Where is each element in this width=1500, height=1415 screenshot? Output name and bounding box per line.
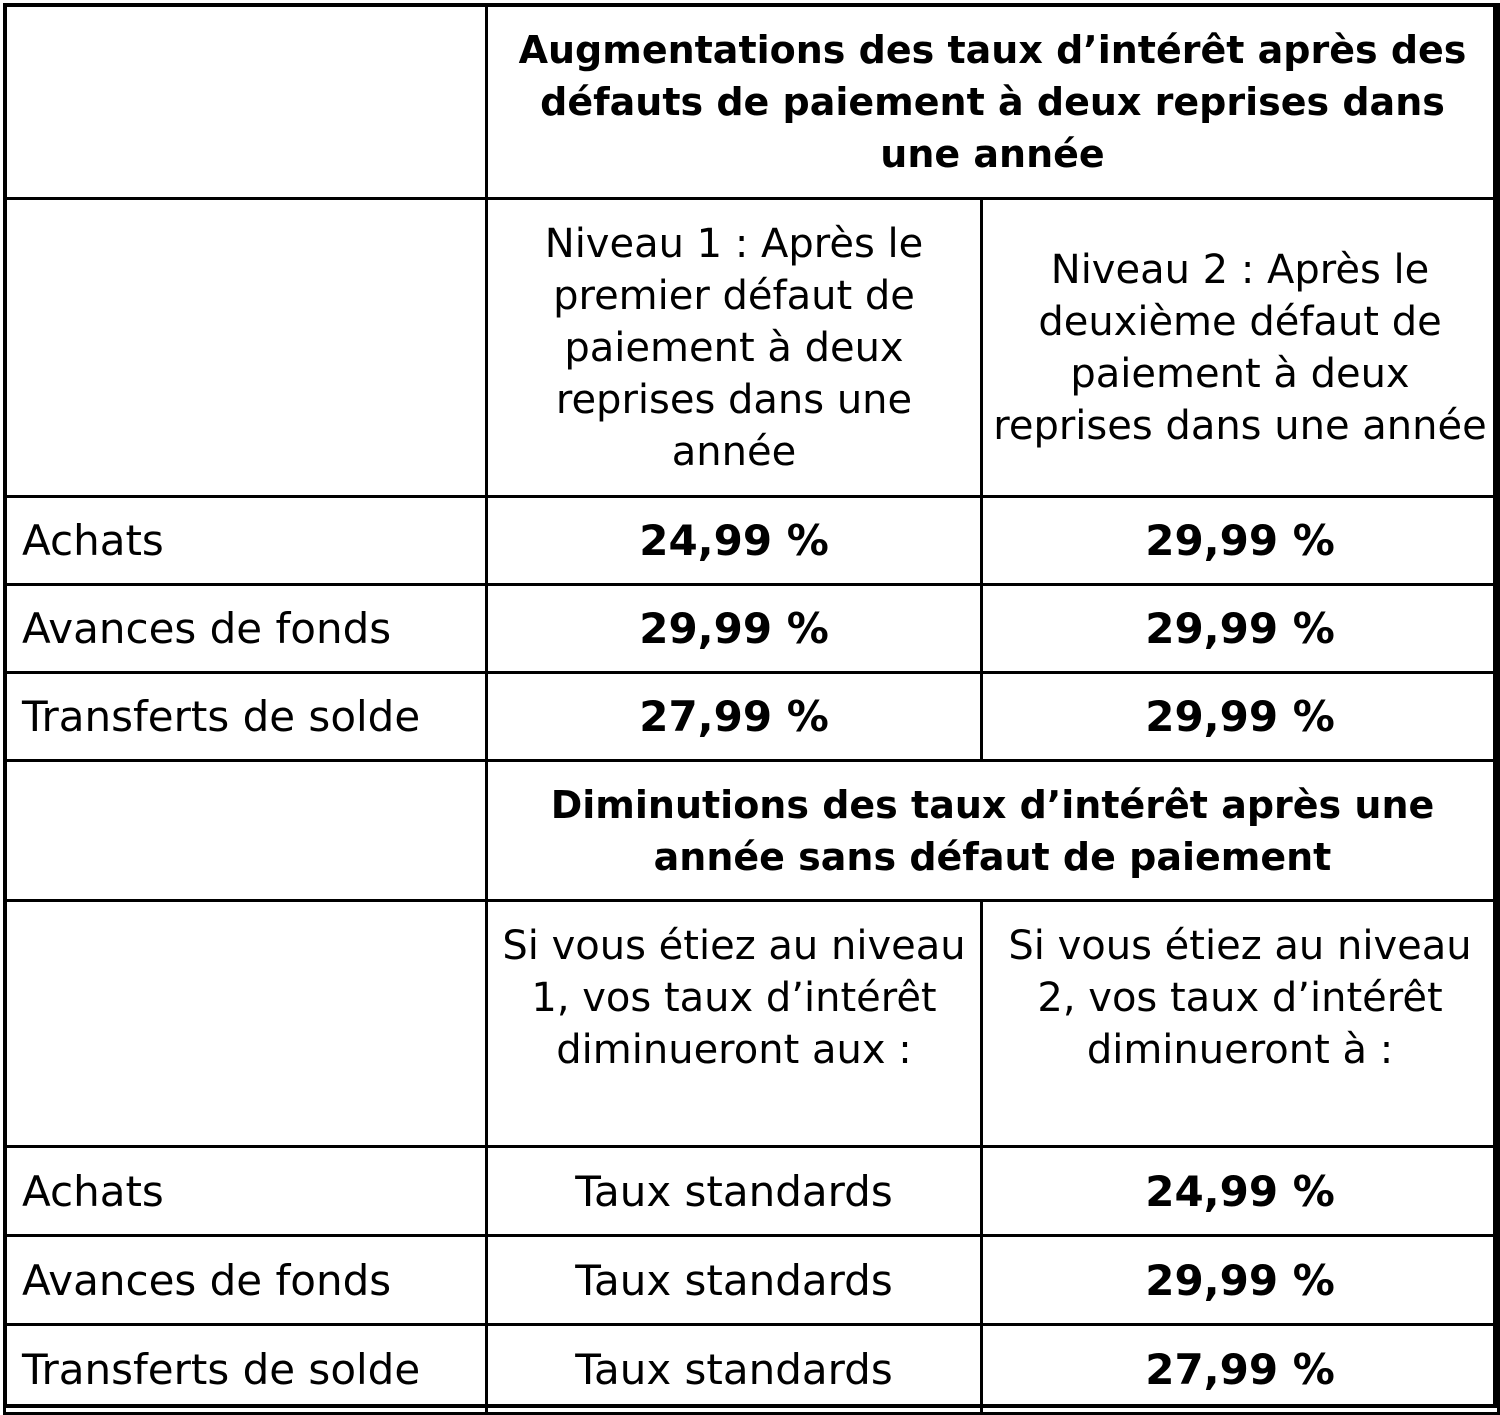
level1-header: Niveau 1 : Après le premier défaut de paiement à deux reprises dans une année <box>487 199 982 497</box>
rate-cell: Taux standards <box>487 1147 982 1236</box>
rate-cell: 24,99 % <box>982 1147 1499 1236</box>
rate-cell: 27,99 % <box>982 1325 1499 1414</box>
level2-decrease-header: Si vous étiez au niveau 2, vos taux d’intérêt diminueront à : <box>982 901 1499 1147</box>
level2-header: Niveau 2 : Après le deuxième défaut de paiement à deux reprises dans une année <box>982 199 1499 497</box>
level1-decrease-header: Si vous étiez au niveau 1, vos taux d’intérêt diminueront aux : <box>487 901 982 1147</box>
row-label: Avances de fonds <box>5 585 487 673</box>
row-label: Transferts de solde <box>5 673 487 761</box>
rate-cell: 29,99 % <box>982 585 1499 673</box>
rate-cell: 29,99 % <box>487 585 982 673</box>
rate-cell: 24,99 % <box>487 497 982 585</box>
row-label: Avances de fonds <box>5 1236 487 1325</box>
row-label: Achats <box>5 1147 487 1236</box>
rate-cell: 29,99 % <box>982 1236 1499 1325</box>
rate-cell: Taux standards <box>487 1325 982 1414</box>
decrease-section-title: Diminutions des taux d’intérêt après une année sans défaut de paiement <box>487 761 1499 901</box>
row-label: Transferts de solde <box>5 1325 487 1414</box>
rate-cell: 27,99 % <box>487 673 982 761</box>
increase-section-title: Augmentations des taux d’intérêt après des défauts de paiement à deux reprises dans une année <box>487 5 1499 199</box>
table-border <box>3 3 1497 1408</box>
rate-cell: 29,99 % <box>982 673 1499 761</box>
rate-cell: 29,99 % <box>982 497 1499 585</box>
row-label: Achats <box>5 497 487 585</box>
rate-cell: Taux standards <box>487 1236 982 1325</box>
